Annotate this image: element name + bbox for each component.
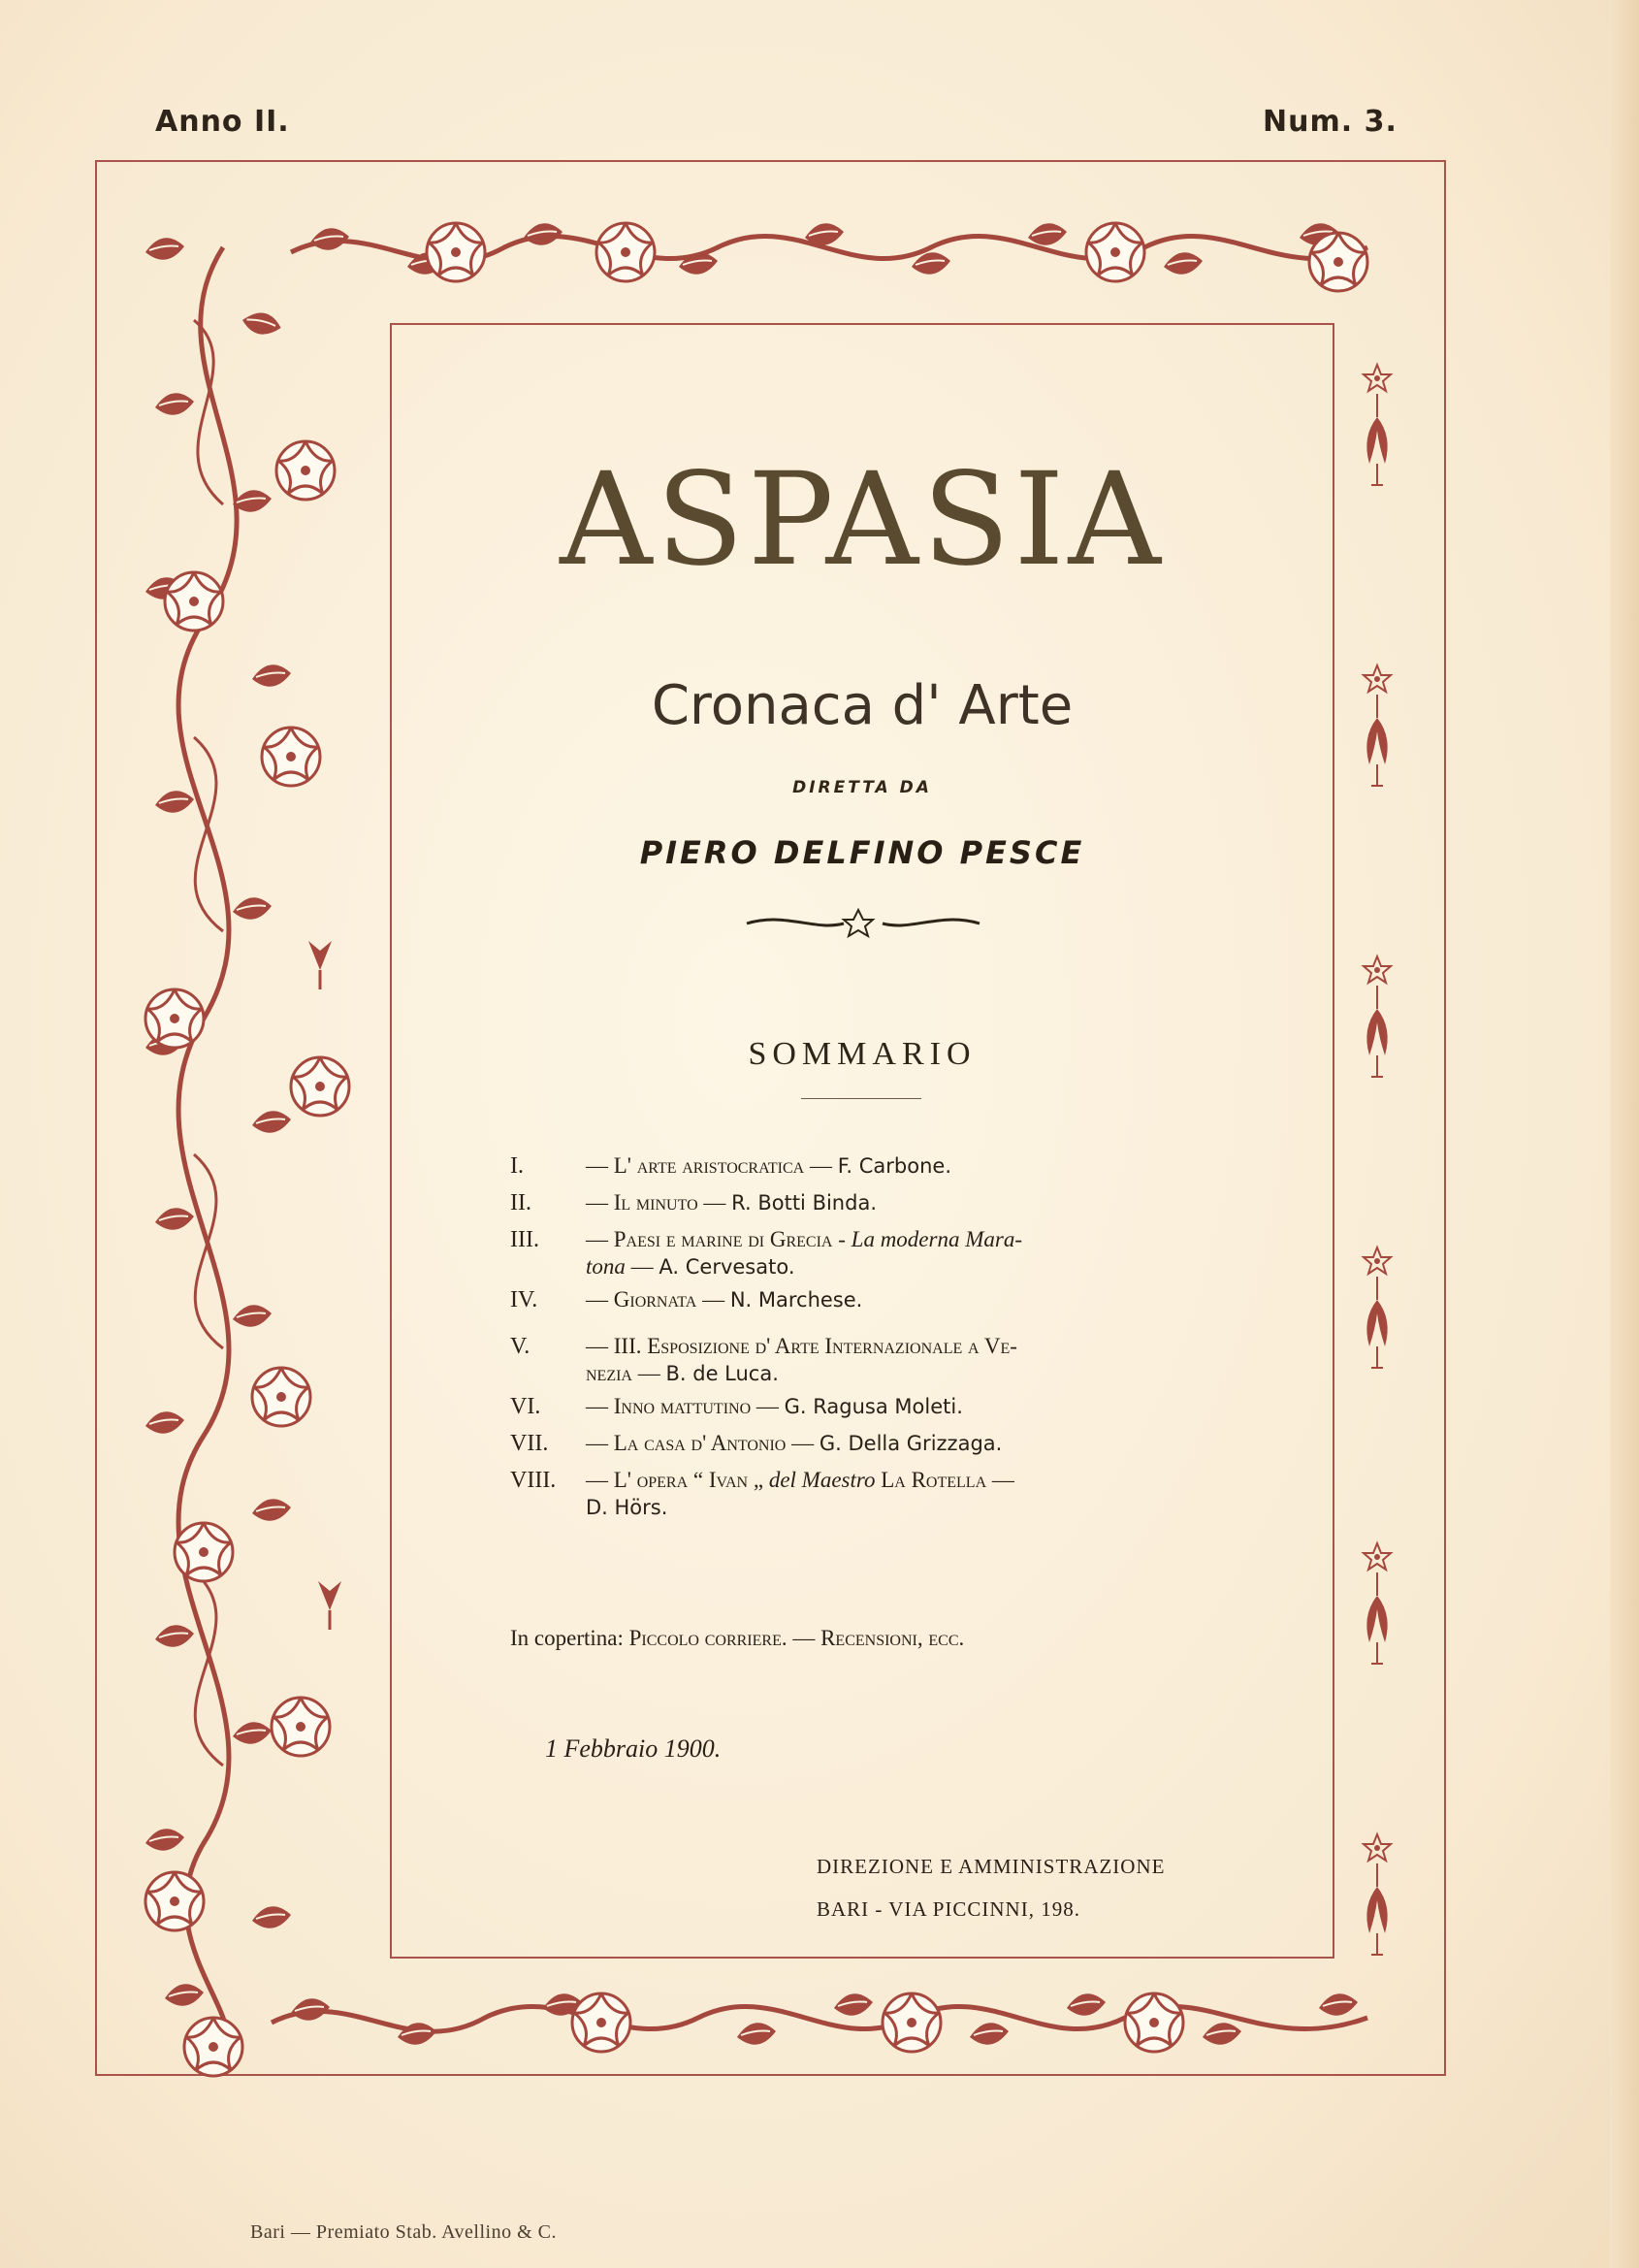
toc-segment: G. Ragusa Moleti. (784, 1395, 963, 1418)
toc-segment: — (586, 1190, 614, 1215)
toc-segment: Il minuto (613, 1190, 698, 1215)
toc-segment: In copertina: (510, 1626, 629, 1650)
toc-segment: A. Cervesato. (659, 1255, 795, 1279)
toc-segment: La Rotella (881, 1468, 987, 1492)
toc-segment: L' opera “ Ivan „ (613, 1468, 764, 1492)
toc-segment: — (586, 1468, 614, 1492)
toc-item-text (586, 1189, 1226, 1216)
toc-item-text (586, 1393, 1226, 1420)
toc-segment: — (586, 1431, 614, 1455)
toc-segment: — (586, 1227, 614, 1251)
director-name: PIERO DELFINO PESCE (639, 834, 1085, 871)
toc-item-number: IV. (510, 1287, 538, 1312)
contents-rule (801, 1098, 921, 1099)
toc-segment: F. Carbone. (837, 1154, 952, 1178)
issue-date: 1 Febbraio 1900. (545, 1734, 722, 1763)
toc-segment: B. de Luca. (665, 1362, 779, 1385)
toc-segment: — (787, 1626, 821, 1650)
toc-segment: D. Hörs. (586, 1496, 668, 1519)
toc-segment: — (625, 1254, 659, 1279)
toc-item-text (586, 1152, 1226, 1180)
toc-item-number: V. (510, 1334, 530, 1359)
printer-imprint: Bari — Premiato Stab. Avellino & C. (250, 2221, 557, 2243)
toc-segment: Piccolo corriere. (628, 1626, 787, 1650)
toc-segment: III. Esposizione d' Arte Internazionale a Ve- (613, 1334, 1017, 1358)
issue-number: Num. 3. (1263, 105, 1398, 139)
toc-segment: Recensioni, ecc. (820, 1626, 965, 1650)
toc-segment: L' arte aristocratica (613, 1153, 805, 1178)
toc-item-text (586, 1226, 1226, 1280)
toc-item-number: VI. (510, 1394, 541, 1419)
toc-segment: tona (586, 1254, 626, 1279)
cover-contents-note (510, 1626, 1247, 1651)
toc-item-number: VII. (510, 1431, 549, 1456)
contents-heading: SOMMARIO (748, 1036, 977, 1072)
toc-segment: R. Botti Binda. (731, 1191, 877, 1215)
toc-segment: — (786, 1431, 820, 1455)
toc-item-number: II. (510, 1190, 531, 1215)
toc-segment: Paesi e marine di Grecia (613, 1227, 833, 1251)
toc-segment: — (696, 1287, 730, 1312)
toc-segment: — (586, 1153, 614, 1178)
toc-segment: La casa d' Antonio (613, 1431, 787, 1455)
toc-segment: G. Della Grizzaga. (819, 1432, 1003, 1455)
toc-item-number: III. (510, 1227, 539, 1252)
toc-segment: del Maestro (763, 1468, 882, 1492)
magazine-title: ASPASIA (560, 445, 1165, 595)
toc-item-text (586, 1430, 1226, 1457)
toc-segment: — (697, 1190, 732, 1215)
toc-segment: — (751, 1394, 785, 1418)
toc-item-number: VIII. (510, 1468, 557, 1493)
issue-year: Anno II. (155, 105, 290, 139)
address-line-1: DIREZIONE E AMMINISTRAZIONE (817, 1855, 1166, 1878)
toc-segment: N. Marchese. (729, 1288, 863, 1312)
toc-item-text (586, 1467, 1226, 1521)
toc-segment: - (832, 1227, 852, 1251)
toc-segment: — (586, 1334, 614, 1358)
magazine-subtitle: Cronaca d' Arte (651, 674, 1074, 737)
directed-by-label: DIRETTA DA (792, 778, 932, 797)
toc-segment: — (986, 1468, 1014, 1492)
address-line-2: BARI - VIA PICCINNI, 198. (817, 1897, 1080, 1921)
toc-segment: La moderna Mara- (851, 1227, 1022, 1251)
toc-item-text (586, 1333, 1226, 1387)
toc-segment: — (631, 1361, 666, 1385)
toc-segment: — (586, 1394, 614, 1418)
toc-segment: Giornata (613, 1287, 697, 1312)
toc-segment: — (804, 1153, 838, 1178)
toc-item-text (586, 1286, 1226, 1313)
toc-item-number: I. (510, 1153, 524, 1179)
toc-segment: Inno mattutino (613, 1394, 752, 1418)
toc-segment: nezia (586, 1361, 632, 1385)
toc-segment: — (586, 1287, 614, 1312)
